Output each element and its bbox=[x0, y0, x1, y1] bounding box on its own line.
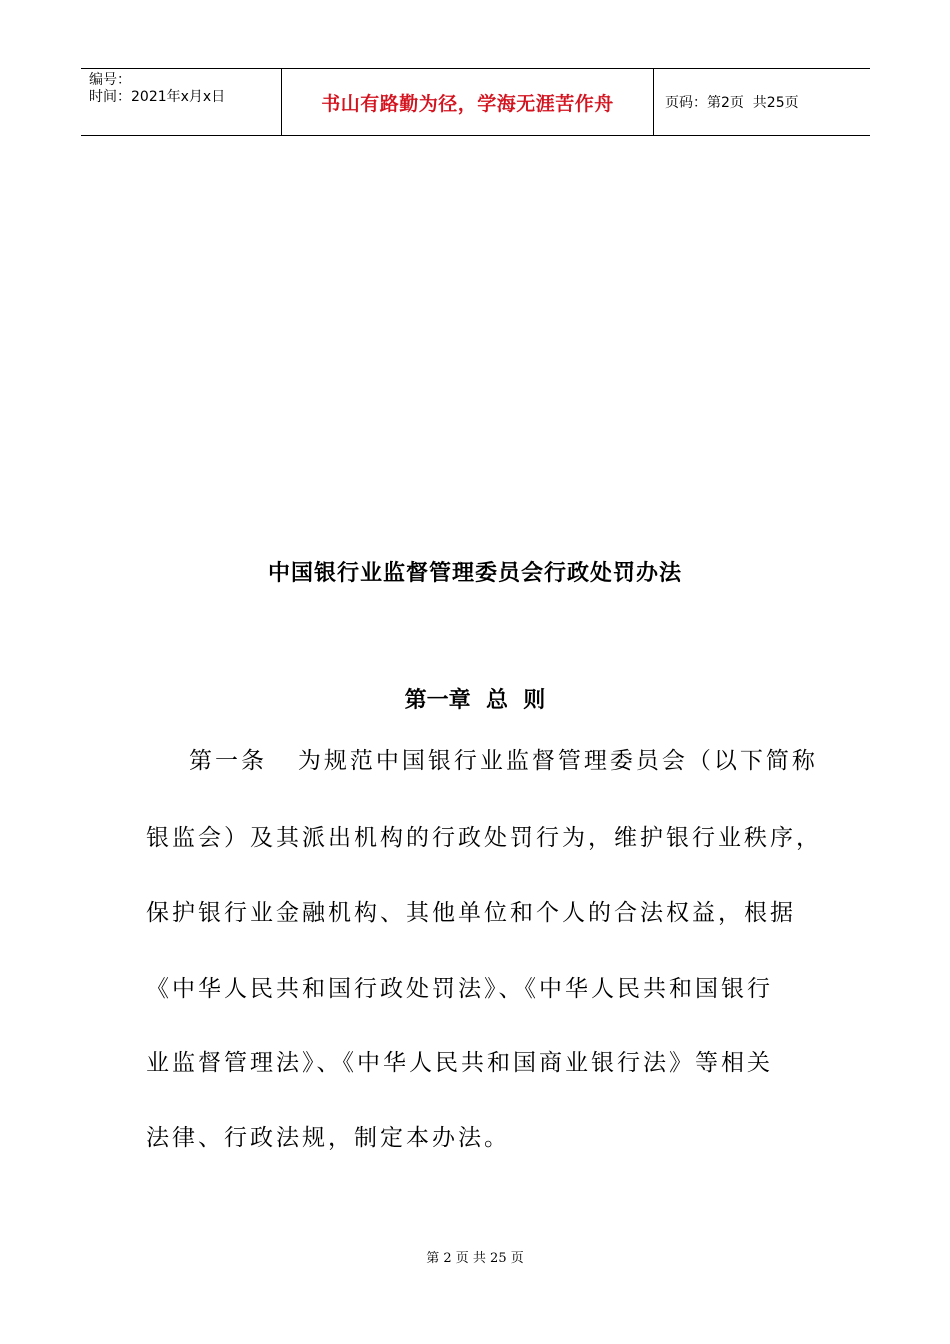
article-1-line-5: 业监督管理法》、《中华人民共和国商业银行法》等相关 bbox=[146, 1050, 773, 1076]
header-page-info: 页码：第2页 共25页 bbox=[665, 95, 799, 111]
page-header bbox=[81, 68, 870, 136]
header-motto-cell bbox=[282, 69, 654, 135]
header-page-cell bbox=[654, 69, 870, 135]
article-1-line-6: 法律、行政法规，制定本办法。 bbox=[146, 1125, 510, 1151]
chapter-heading: 第一章 总 则 bbox=[404, 688, 546, 713]
header-meta-cell bbox=[81, 69, 282, 135]
document-number-label: 编号： bbox=[89, 72, 131, 88]
article-1-line-4: 《中华人民共和国行政处罚法》、《中华人民共和国银行 bbox=[146, 976, 773, 1002]
article-1-line-1: 第一条 为规范中国银行业监督管理委员会（以下简称 bbox=[189, 748, 818, 774]
document-title: 中国银行业监督管理委员会行政处罚办法 bbox=[267, 561, 682, 586]
header-motto: 书山有路勤为径，学海无涯苦作舟 bbox=[321, 92, 614, 115]
page-footer: 第 2 页 共 25 页 bbox=[426, 1251, 524, 1266]
article-1-line-2: 银监会）及其派出机构的行政处罚行为，维护银行业秩序， bbox=[146, 825, 822, 851]
document-time-label: 时间：2021年x月x日 bbox=[89, 89, 226, 105]
article-1-line-3: 保护银行业金融机构、其他单位和个人的合法权益，根据 bbox=[146, 900, 796, 926]
